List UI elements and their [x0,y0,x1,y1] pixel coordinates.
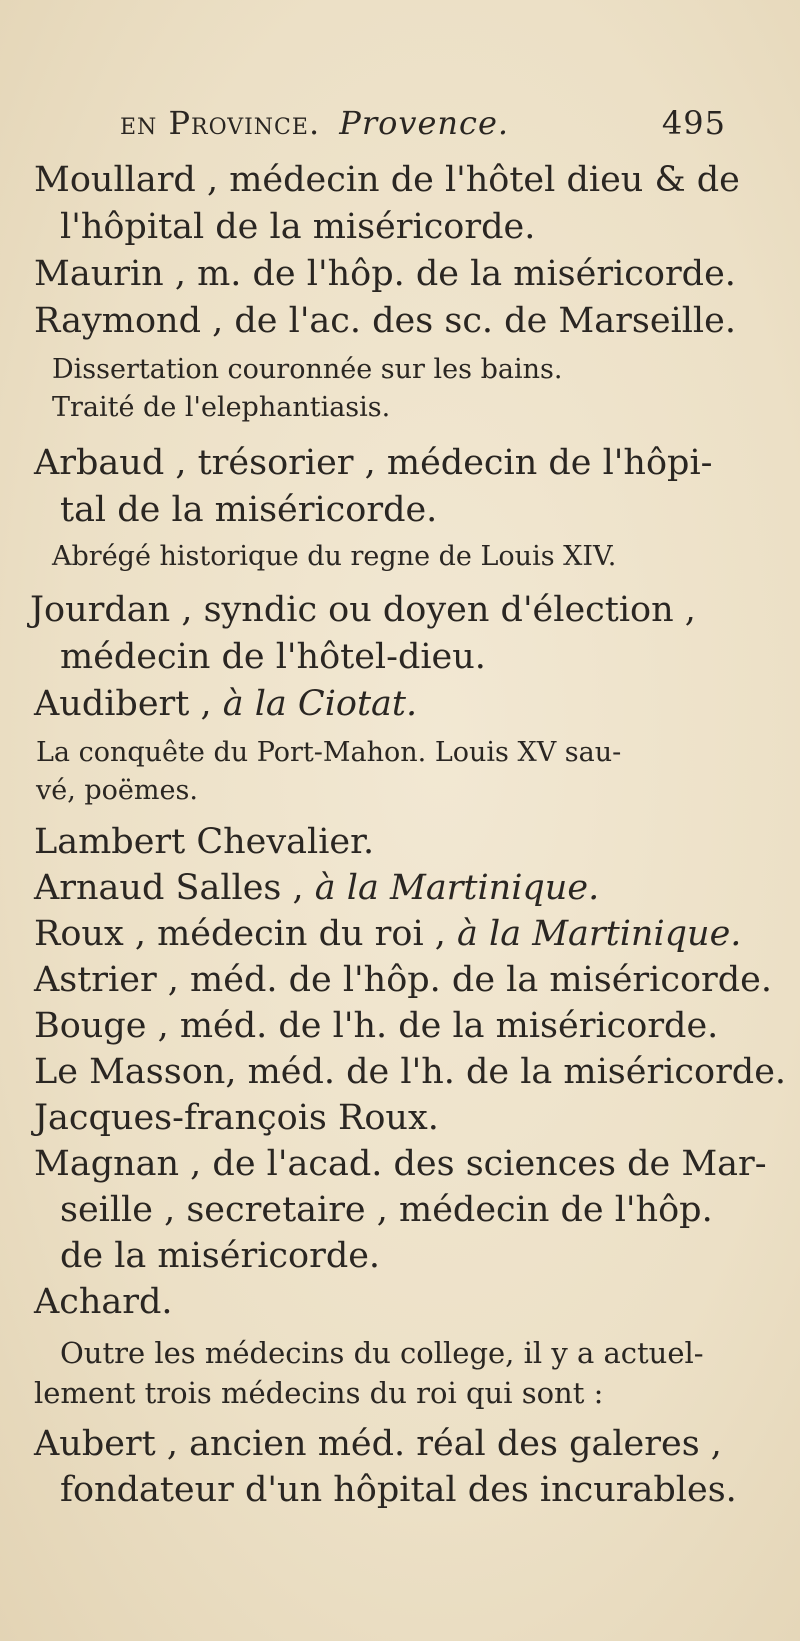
title-line: Abrégé historique du regne de Louis XIV. [52,541,617,572]
page-header [120,104,726,142]
text-line: Le Masson, méd. de l'h. de la miséricorde. [34,1052,787,1092]
text-line: Jacques-françois Roux. [34,1098,439,1138]
running-head: en Province. [120,104,321,142]
title-line: Dissertation couronnée sur les bains. [52,354,563,385]
text-line: Achard. [34,1282,173,1322]
place-ciotat: à la Ciotat. [222,684,418,724]
place-martinique: à la Martinique. [314,868,600,908]
title-line: Traité de l'elephantiasis. [52,392,391,423]
text-line: tal de la miséricorde. [60,490,438,530]
text-line: Astrier , méd. de l'hôp. de la miséricorde. [34,960,772,1000]
text-line [34,684,417,724]
text-line: Raymond , de l'ac. des sc. de Marseille. [34,301,736,341]
text-line: Magnan , de l'acad. des sciences de Mar- [34,1144,767,1184]
text-line: Moullard , médecin de l'hôtel dieu & de [34,160,740,200]
text-line [34,914,741,954]
text-line: Arbaud , trésorier , médecin de l'hôpi- [34,443,713,483]
text-line: seille , secretaire , médecin de l'hôp. [60,1190,713,1230]
text-line: Bouge , méd. de l'h. de la miséricorde. [34,1006,719,1046]
text-line: Aubert , ancien méd. réal des galeres , [34,1424,722,1464]
audibert-name: Audibert , [34,684,212,724]
text-line: Jourdan , syndic ou doyen d'élection , [30,590,696,630]
paragraph-line: Outre les médecins du college, il y a actuel- [60,1336,704,1370]
title-line: La conquête du Port-Mahon. Louis XV sau- [36,737,622,768]
text-line: de la miséricorde. [60,1236,381,1276]
page-number: 495 [661,104,726,142]
paragraph-line: lement trois médecins du roi qui sont : [34,1376,604,1410]
title-line: vé, poëmes. [36,775,198,806]
roux-name: Roux , médecin du roi , [34,914,446,954]
place-martinique: à la Martinique. [457,914,742,954]
text-line [34,868,599,908]
text-line: l'hôpital de la miséricorde. [60,207,536,247]
text-line: médecin de l'hôtel-dieu. [60,637,486,677]
text-line: Maurin , m. de l'hôp. de la miséricorde. [34,254,736,294]
text-line: fondateur d'un hôpital des incurables. [60,1470,737,1510]
arnaud-salles: Arnaud Salles , [34,868,304,908]
text-line: Lambert Chevalier. [34,822,375,862]
section-title: Provence. [339,104,510,142]
